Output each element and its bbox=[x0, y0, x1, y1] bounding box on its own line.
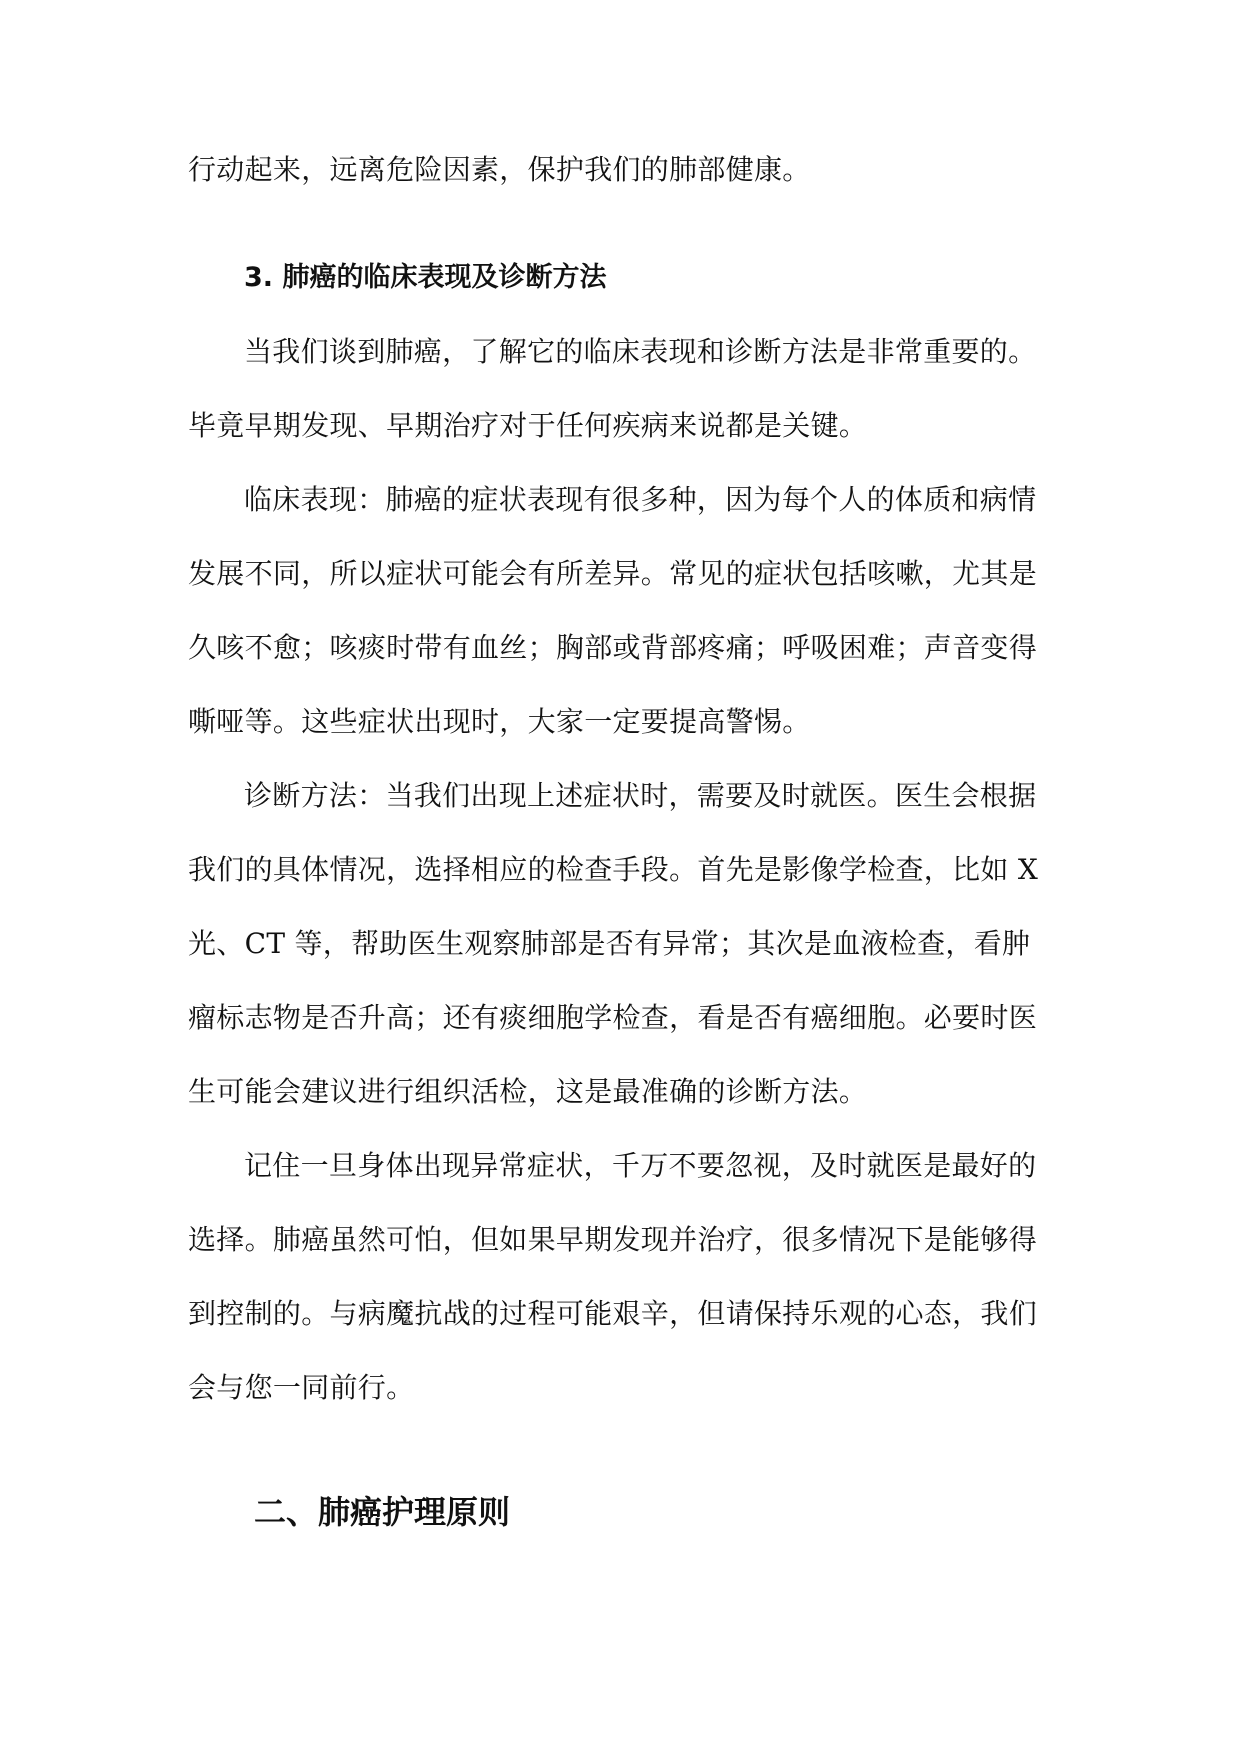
paragraph-3-line-5: 生可能会建议进行组织活检，这是最准确的诊断方法。 bbox=[188, 1075, 868, 1108]
paragraph-1-line-2: 毕竟早期发现、早期治疗对于任何疾病来说都是关键。 bbox=[188, 409, 868, 442]
paragraph-1-line-1: 当我们谈到肺癌，了解它的临床表现和诊断方法是非常重要的。 bbox=[244, 335, 1037, 368]
paragraph-4-line-2: 选择。肺癌虽然可怕，但如果早期发现并治疗，很多情况下是能够得 bbox=[188, 1223, 1038, 1256]
paragraph-3-line-3: 光、CT 等，帮助医生观察肺部是否有异常；其次是血液检查，看肿 bbox=[188, 927, 1031, 960]
section-3-title: 3. 肺癌的临床表现及诊断方法 bbox=[244, 262, 607, 293]
paragraph-2-line-4: 嘶哑等。这些症状出现时，大家一定要提高警惕。 bbox=[188, 705, 811, 738]
paragraph-3-line-4: 瘤标志物是否升高；还有痰细胞学检查，看是否有癌细胞。必要时医 bbox=[188, 1001, 1038, 1034]
paragraph-2-line-1: 临床表现：肺癌的症状表现有很多种，因为每个人的体质和病情 bbox=[244, 483, 1037, 516]
paragraph-4-line-3: 到控制的。与病魔抗战的过程可能艰辛，但请保持乐观的心态，我们 bbox=[188, 1297, 1038, 1330]
paragraph-2-line-3: 久咳不愈；咳痰时带有血丝；胸部或背部疼痛；呼吸困难；声音变得 bbox=[188, 631, 1038, 664]
paragraph-4-line-4: 会与您一同前行。 bbox=[188, 1371, 415, 1404]
paragraph-3-line-2: 我们的具体情况，选择相应的检查手段。首先是影像学检查，比如 X bbox=[188, 853, 1039, 886]
paragraph-3-line-1: 诊断方法：当我们出现上述症状时，需要及时就医。医生会根据 bbox=[244, 779, 1037, 812]
intro-line: 行动起来，远离危险因素，保护我们的肺部健康。 bbox=[188, 153, 811, 186]
section-two-title: 二、肺癌护理原则 bbox=[254, 1493, 511, 1531]
paragraph-2-line-2: 发展不同，所以症状可能会有所差异。常见的症状包括咳嗽，尤其是 bbox=[188, 557, 1038, 590]
paragraph-4-line-1: 记住一旦身体出现异常症状，千万不要忽视，及时就医是最好的 bbox=[244, 1149, 1037, 1182]
